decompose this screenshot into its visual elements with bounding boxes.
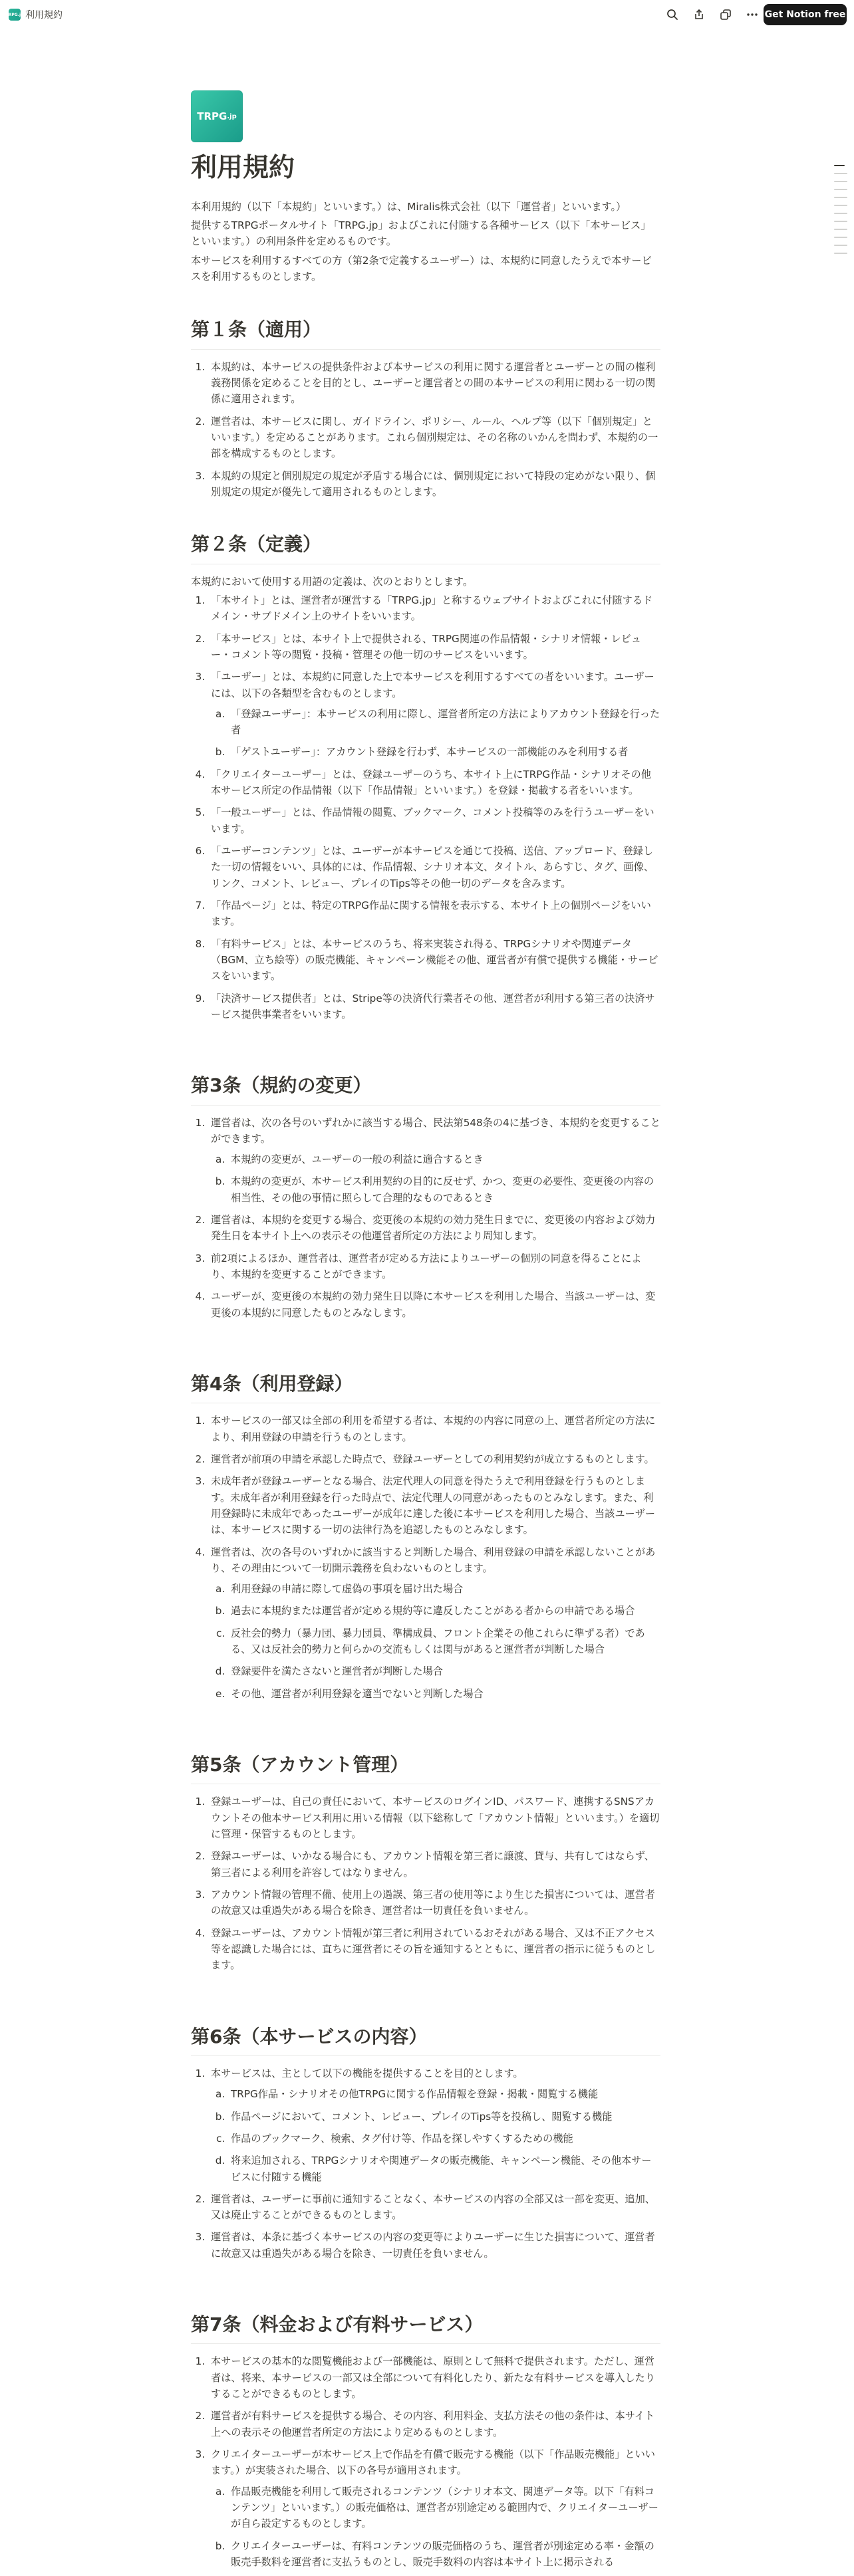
section-heading: 第5条（アカウント管理） [191,1753,660,1784]
section-list [191,2065,660,2262]
section-list [191,1794,660,1973]
list-item: 1. 本サービスの一部又は全部の利用を希望する者は、本規約の内容に同意の上、運営者所定の方法により、利用登録の申請を行うものとします。 [208,1413,660,1445]
list-item: 2. 「本サービス」とは、本サイト上で提供される、TRPG関連の作品情報・シナリオ情報・レビュー・コメント等の閲覧・投稿・管理その他一切のサービスをいいます。 [208,631,660,663]
list-item: 1. 「本サイト」とは、運営者が運営する「TRPG.jp」と称するウェブサイトおよびこれに付随するドメイン・サブドメイン上のサイトをいいます。 [208,592,660,625]
toc-line[interactable] [834,229,847,230]
toc-line[interactable] [834,237,847,238]
toc-line[interactable] [834,253,847,254]
sub-list-item: a. TRPG作品・シナリオその他TRPGに関する作品情報を登録・掲載・閲覧する機能 [228,2086,660,2102]
list-item: 3. 運営者は、本条に基づく本サービスの内容の変更等によりユーザーに生じた損害について、運営者に故意又は重過失がある場合を除き、一切責任を負いません。 [208,2229,660,2262]
toc-line[interactable] [834,197,847,198]
sub-list [211,2484,660,2571]
page-icon[interactable] [5,9,24,21]
duplicate-icon[interactable] [718,7,734,23]
list-item: 3. アカウント情報の管理不備、使用上の過誤、第三者の使用等により生じた損害については、運営者の故意又は重過失がある場合を除き、運営者は一切責任を負いません。 [208,1887,660,1919]
sub-list-item: b. 過去に本規約または運営者が定める規約等に違反したことがある者からの申請である場合 [228,1603,660,1619]
sub-list-item: b. 本規約の変更が、本サービス利用契約の目的に反せず、かつ、変更の必要性、変更後の内容の相当性、その他の事情に照らして合理的なものであるとき [228,1173,660,1206]
list-item-text: 運営者は、次の各号のいずれかに該当する場合、民法第548条の4に基づき、本規約を変更することができます。 [211,1116,660,1145]
list-item: 4. ユーザーが、変更後の本規約の効力発生日以降に本サービスを利用した場合、当該ユーザーは、変更後の本規約に同意したものとみなします。 [208,1288,660,1321]
section-list [191,1413,660,1702]
sub-list-item: a. 作品販売機能を利用して販売されるコンテンツ（シナリオ本文、関連データ等。以下「有料コンテンツ」といいます。）の販売価格は、運営者が別途定める範囲内で、クリエイターユーザーが自ら設定するものとします。 [228,2484,660,2532]
toc-line[interactable] [834,245,847,246]
top-bar [0,0,854,29]
section-heading: 第7条（料金および有料サービス） [191,2313,660,2344]
list-item-text: 運営者は、次の各号のいずれかに該当すると判断した場合、利用登録の申請を承認しないことがあり、その理由について一切開示義務を負わないものとします。 [211,1546,656,1574]
toc-line[interactable] [834,189,847,190]
sub-list [211,2086,660,2185]
section-heading: 第3条（規約の変更） [191,1074,660,1105]
sub-list-item: a. 利用登録の申請に際して虚偽の事項を届け出た場合 [228,1581,660,1597]
section-heading: 第6条（本サービスの内容） [191,2025,660,2056]
list-item: 3. 本規約の規定と個別規定の規定が矛盾する場合には、個別規定において特段の定めがない限り、個別規定の規定が優先して適用されるものとします。 [208,468,660,501]
sub-list-item: d. 将来追加される、TRPGシナリオや関連データの販売機能、キャンペーン機能、その他本サービスに付随する機能 [228,2153,660,2185]
sub-list-item: e. その他、運営者が利用登録を適当でないと判断した場合 [228,1686,660,1702]
logo-text: TRPG [197,110,227,122]
toc-line[interactable] [834,173,847,174]
list-item: 8. 「有料サービス」とは、本サービスのうち、将来実装され得る、TRPGシナリオや関連データ（BGM、立ち絵等）の販売機能、キャンペーン機能その他、運営者が有償で提供する機能・サービスをいいます。 [208,936,660,985]
table-of-contents-indicator[interactable] [834,165,847,261]
intro-paragraph: 本利用規約（以下「本規約」といいます。）は、Miralis株式会社（以下「運営者」といいます。） [191,200,627,213]
more-options-icon[interactable] [744,7,760,23]
sub-list [211,706,660,761]
section-list [191,592,660,1022]
list-item: 1. 本サービスの基本的な閲覧機能および一部機能は、原則として無料で提供されます。ただし、運営者は、将来、本サービスの一部又は全部について有料化したり、新たな有料サービスを導入したりすることができるものとします。 [208,2353,660,2402]
list-item-text: クリエイターユーザーが本サービス上で作品を有償で販売する機能（以下「作品販売機能」といいます。）が実装された場合、以下の各号が適用されます。 [211,2448,655,2477]
section-list [191,1115,660,1321]
list-item-text: 本サービスは、主として以下の機能を提供することを目的とします。 [211,2067,523,2079]
list-item: 2. 運営者は、本規約を変更する場合、変更後の本規約の効力発生日までに、変更後の内容および効力発生日を本サイト上への表示その他運営者所定の方法により周知します。 [208,1212,660,1244]
page-title: 利用規約 [191,153,295,183]
list-item [208,2446,660,2570]
sub-list-item: b. 作品ページにおいて、コメント、レビュー、プレイのTips等を投稿し、閲覧する機能 [228,2109,660,2125]
list-item [208,1115,660,1207]
section-heading: 第4条（利用登録） [191,1372,660,1403]
list-item: 3. 前2項によるほか、運営者は、運営者が定める方法によりユーザーの個別の同意を得ることにより、本規約を変更することができます。 [208,1250,660,1283]
sub-list-item: d. 登録要件を満たさないと運営者が判断した場合 [228,1663,660,1679]
list-item-text: 「ユーザー」とは、本規約に同意した上で本サービスを利用するすべての者をいいます。ユーザーには、以下の各類型を含むものとします。 [211,671,654,699]
section-list [191,359,660,501]
list-item: 2. 運営者が有料サービスを提供する場合、その内容、利用料金、支払方法その他の条件は、本サイト上への表示その他運営者所定の方法により定めるものとします。 [208,2408,660,2440]
list-item: 2. 運営者が前項の申請を承認した時点で、登録ユーザーとしての利用契約が成立するものとします。 [208,1451,660,1467]
toc-line[interactable] [834,221,847,222]
list-item: 1. 本規約は、本サービスの提供条件および本サービスの利用に関する運営者とユーザーとの間の権利義務関係を定めることを目的とし、ユーザーと運営者との間の本サービスの利用に関わる一切の関係に適用されます。 [208,359,660,408]
list-item [208,669,660,761]
list-item: 1. 登録ユーザーは、自己の責任において、本サービスのログインID、パスワード、連携するSNSアカウントその他本サービス利用に用いる情報（以下総称して「アカウント情報」といいます。）を適切に管理・保管するものとします。 [208,1794,660,1842]
list-item: 3. 未成年者が登録ユーザーとなる場合、法定代理人の同意を得たうえで利用登録を行うものとします。未成年者が利用登録を行った時点で、法定代理人の同意があったものとみなします。また、利用登録時に未成年であったユーザーが成年に達した後に本サービスを利用した場合、当該ユーザーは、本サービスに関する一切の法律行為を追認したものとみなします。 [208,1473,660,1538]
section-heading: 第２条（定義） [191,532,660,564]
toc-line[interactable] [834,165,845,166]
toc-line[interactable] [834,181,847,182]
sub-list-item: b. クリエイターユーザーは、有料コンテンツの販売価格のうち、運営者が別途定める率・金額の販売手数料を運営者に支払うものとし、販売手数料の内容は本サイト上に掲示される [228,2538,660,2571]
list-item: 9. 「決済サービス提供者」とは、Stripe等の決済代行業者その他、運営者が利用する第三者の決済サービス提供事業者をいいます。 [208,991,660,1023]
list-item: 5. 「一般ユーザー」とは、作品情報の閲覧、ブックマーク、コメント投稿等のみを行うユーザーをいいます。 [208,804,660,837]
list-item [208,1544,660,1702]
search-icon[interactable] [664,7,680,23]
list-item: 4. 「クリエイターユーザー」とは、登録ユーザーのうち、本サイト上にTRPG作品・シナリオその他本サービス所定の作品情報（以下「作品情報」といいます。）を登録・掲載する者をいいます。 [208,766,660,799]
list-item: 4. 登録ユーザーは、アカウント情報が第三者に利用されているおそれがある場合、又は不正アクセス等を認識した場合には、直ちに運営者にその旨を通知するとともに、運営者の指示に従うものとします。 [208,1925,660,1974]
page-content [191,90,660,2576]
get-notion-free-button[interactable]: Get Notion free [764,4,847,25]
sub-list-item: b. 「ゲストユーザー」：アカウント登録を行わず、本サービスの一部機能のみを利用する者 [228,744,660,760]
section-list [191,2353,660,2570]
share-icon[interactable] [691,7,707,23]
page-logo [191,90,243,142]
toc-line[interactable] [834,205,847,206]
logo-suffix: .jp [227,112,237,120]
intro-paragraph: 提供するTRPGポータルサイト「TRPG.jp」およびこれに付随する各種サービス（以下「本サービス」といいます。）の利用条件を定めるものです。 [191,219,651,248]
sub-list [211,1581,660,1702]
list-item: 6. 「ユーザーコンテンツ」とは、ユーザーが本サービスを通じて投稿、送信、アップロード、登録した一切の情報をいい、具体的には、作品情報、シナリオ本文、タイトル、あらすじ、タグ、画像、リンク、コメント、レビュー、プレイのTips等その他一切のデータを含みます。 [208,843,660,891]
list-item [208,2065,660,2185]
page-icon-text: TRPG.jp [5,12,24,17]
sub-list-item: a. 「登録ユーザー」：本サービスの利用に際し、運営者所定の方法によりアカウント登録を行った者 [228,706,660,739]
list-item: 2. 運営者は、本サービスに関し、ガイドライン、ポリシー、ルール、ヘルプ等（以下「個別規定」といいます。）を定めることがあります。これら個別規定は、その名称のいかんを問わず、本規約の一部を構成するものとします。 [208,413,660,462]
breadcrumb[interactable]: 利用規約 [25,10,63,21]
toc-line[interactable] [834,213,847,214]
sub-list-item: c. 作品のブックマーク、検索、タグ付け等、作品を探しやすくするための機能 [228,2131,660,2147]
section-heading: 第１条（適用） [191,318,660,349]
sub-list-item: c. 反社会的勢力（暴力団、暴力団員、準構成員、フロント企業その他これらに準ずる者）である、又は反社会的勢力と何らかの交流もしくは関与があると運営者が判断した場合 [228,1625,660,1658]
section-lead: 本規約において使用する用語の定義は、次のとおりとします。 [191,575,474,588]
list-item: 2. 運営者は、ユーザーに事前に通知することなく、本サービスの内容の全部又は一部を変更、追加、又は廃止することができるものとします。 [208,2191,660,2224]
list-item: 2. 登録ユーザーは、いかなる場合にも、アカウント情報を第三者に譲渡、貸与、共有してはならず、第三者による利用を許容してはなりません。 [208,1848,660,1881]
sub-list-item: a. 本規約の変更が、ユーザーの一般の利益に適合するとき [228,1151,660,1167]
sub-list [211,1151,660,1206]
intro-paragraph: 本サービスを利用するすべての方（第2条で定義するユーザー）は、本規約に同意したうえで本サービスを利用するものとします。 [191,254,652,283]
list-item: 7. 「作品ページ」とは、特定のTRPG作品に関する情報を表示する、本サイト上の個別ページをいいます。 [208,897,660,930]
